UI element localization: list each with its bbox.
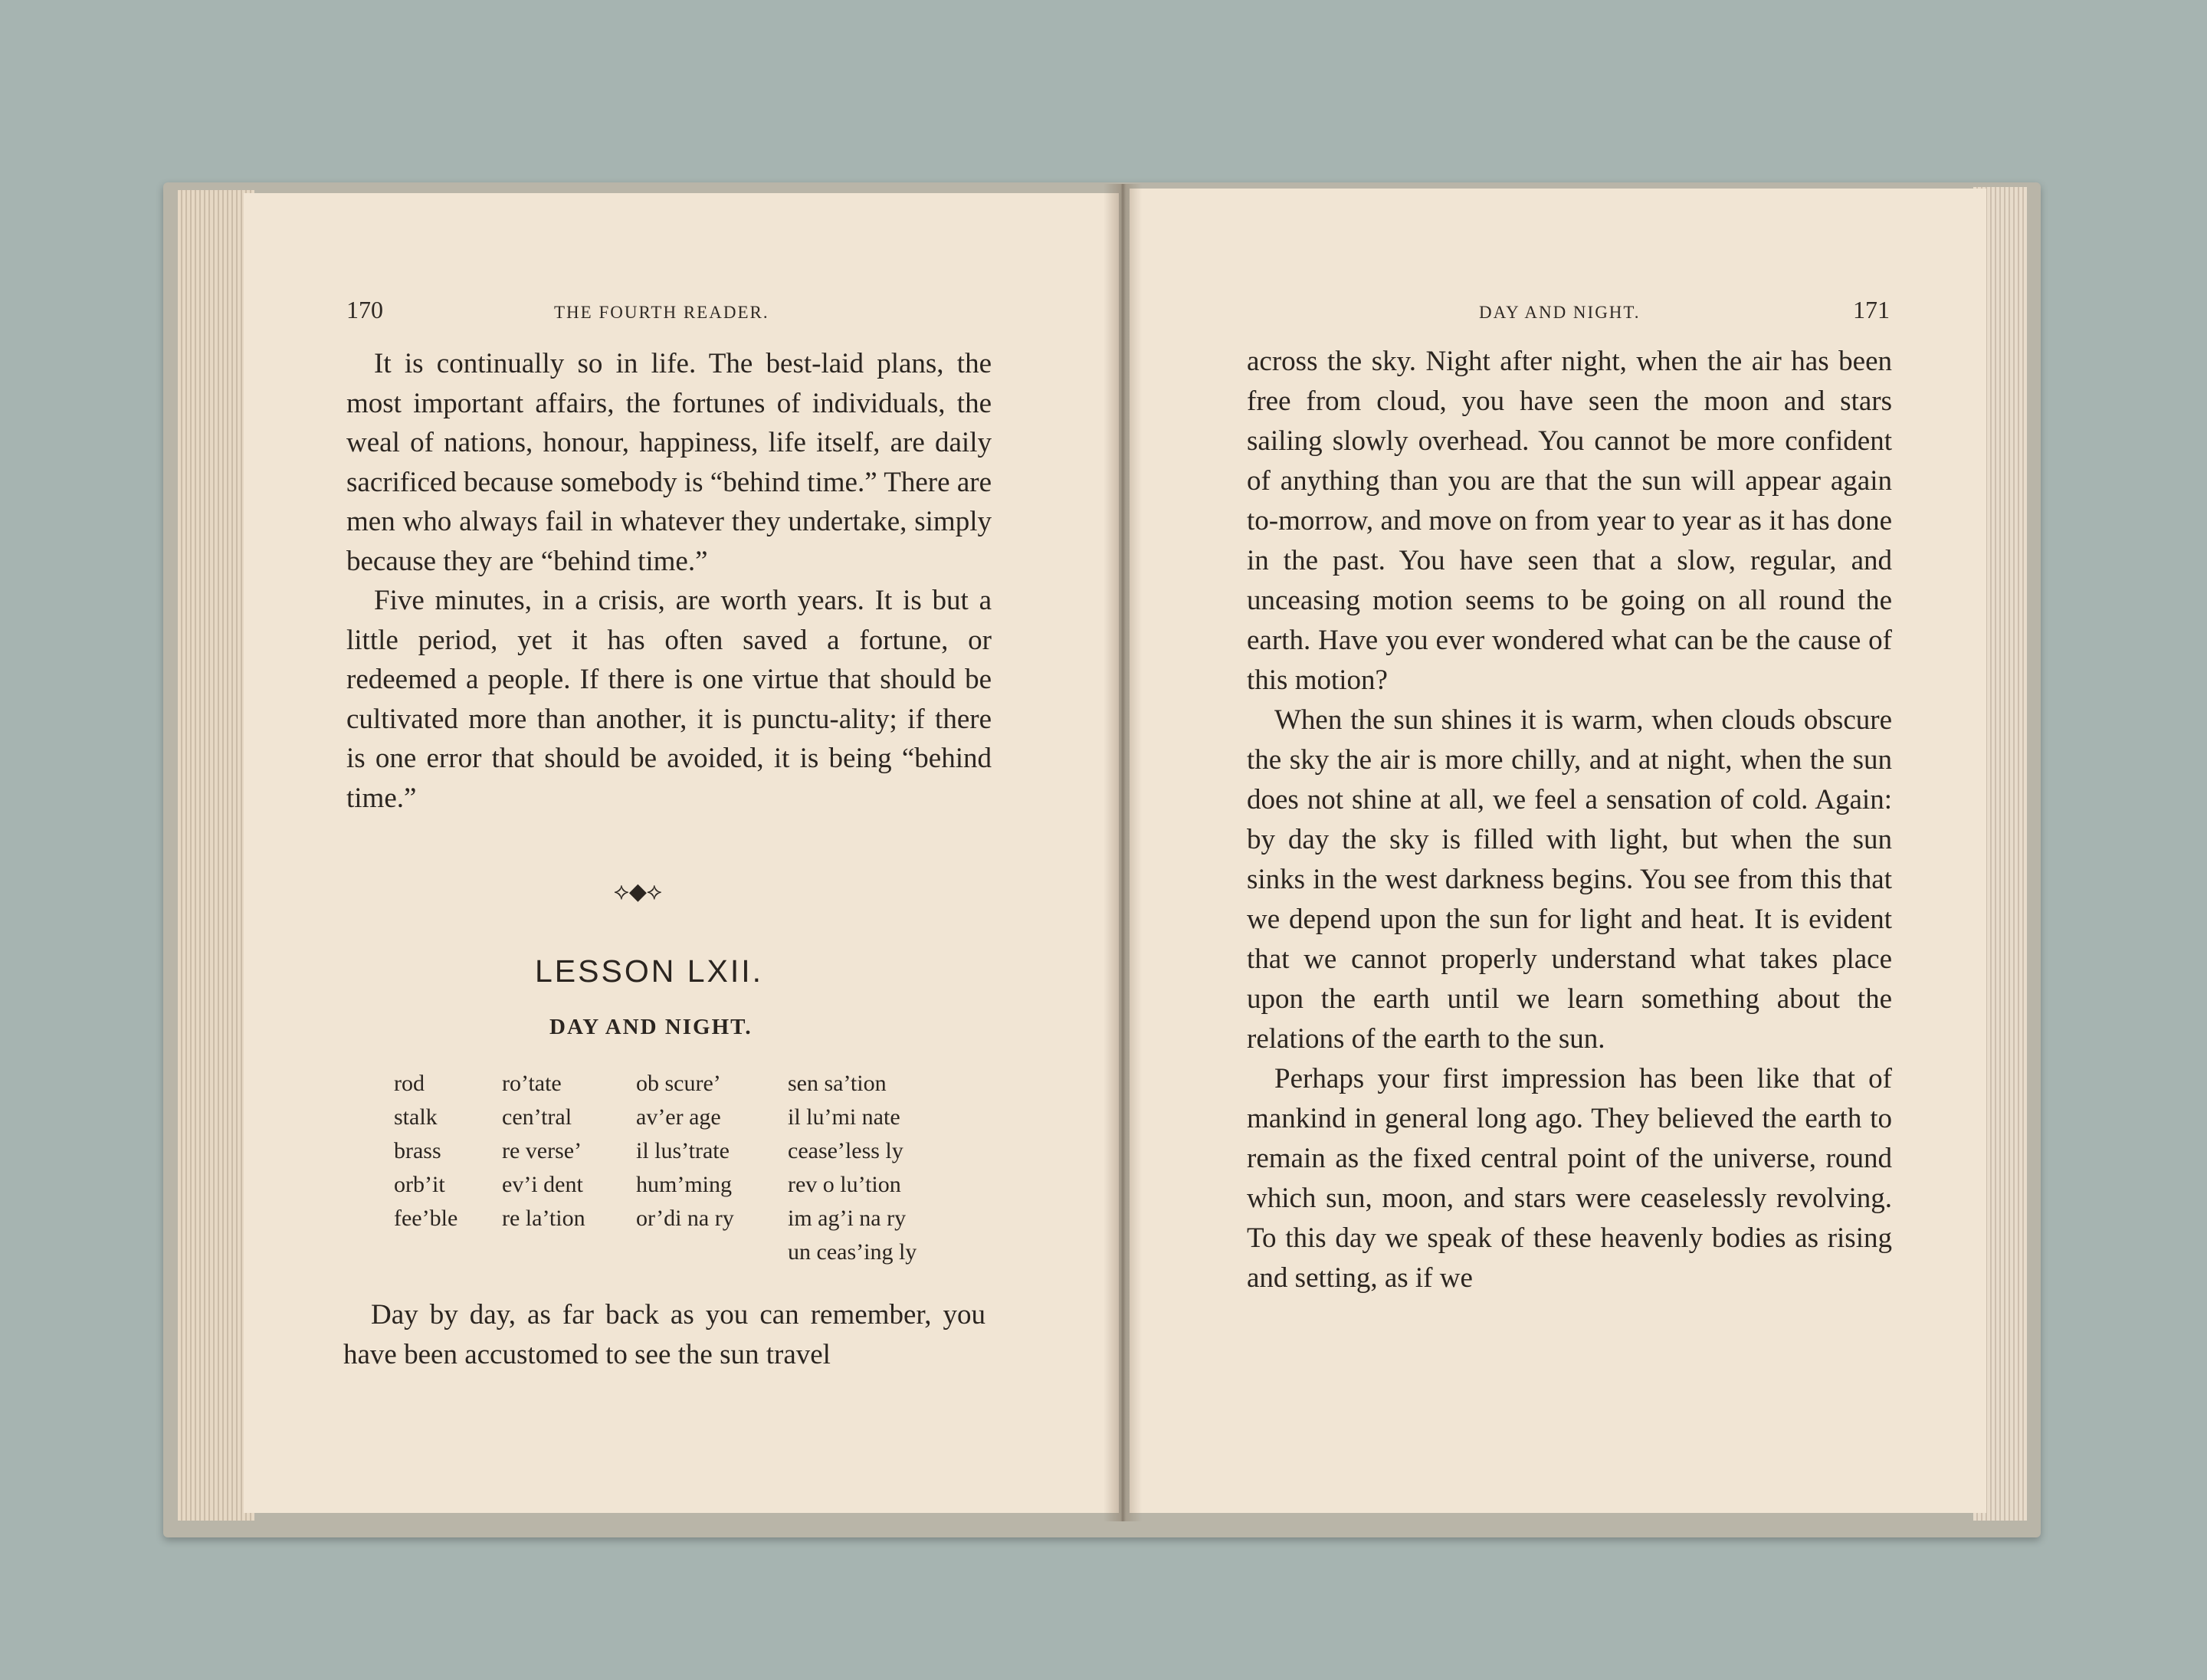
vocab-word: stalk [394, 1104, 438, 1130]
page-edges-left [178, 190, 254, 1521]
vocab-word: av’er age [636, 1104, 721, 1130]
lesson-subtitle: DAY AND NIGHT. [549, 1015, 753, 1039]
vocab-word: cease’less ly [788, 1138, 903, 1163]
vocab-word: orb’it [394, 1172, 445, 1197]
left-page-number: 170 [346, 296, 383, 323]
paragraph: Day by day, as far back as you can remember, you have been accustomed to see the sun travel [343, 1299, 985, 1370]
vocab-word: im ag’i na ry [788, 1206, 907, 1231]
vocab-word: hum’ming [636, 1172, 732, 1197]
vocab-column-2 [502, 1067, 585, 1235]
right-page-number: 171 [1853, 296, 1890, 323]
vocab-word: il lu’mi nate [788, 1104, 900, 1130]
ornament-divider: ⟡◆⟡ [614, 879, 662, 904]
vocab-column-4 [788, 1067, 917, 1269]
vocab-column-3 [636, 1067, 734, 1235]
vocab-word: un ceas’ing ly [788, 1239, 917, 1265]
vocab-word: ev’i dent [502, 1172, 583, 1197]
vocab-word: ob scure’ [636, 1071, 721, 1096]
vocab-word: or’di na ry [636, 1206, 734, 1231]
vocab-word: cen’tral [502, 1104, 572, 1130]
vocab-column-1 [394, 1067, 457, 1235]
vocab-word: fee’ble [394, 1206, 458, 1231]
paragraph: across the sky. Night after night, when the air has been free from cloud, you have seen the moon and stars sailing slowly overhead. You cannot be more confident of anything than you are that the sun will appear again to-morrow, and move on from year to year as it has done in the past. You have seen that a slow, regular, and unceasing motion seems to be going on all round the earth. Have you ever wondered what can be the cause of this motion? [1247, 346, 1892, 696]
left-running-head: THE FOURTH READER. [554, 303, 769, 322]
paragraph: Perhaps your first impression has been like that of mankind in general long ago. They believed the earth to remain as the fixed central point of the universe, round which sun, moon, and stars were ceaselessly revolving. To this day we speak of these heavenly bodies as rising and setting, as if we [1247, 1063, 1892, 1294]
right-running-head: DAY AND NIGHT. [1479, 303, 1641, 322]
book-gutter [1104, 184, 1142, 1521]
lesson-title: LESSON LXII. [535, 953, 764, 989]
paragraph: Five minutes, in a crisis, are worth years. It is but a little period, yet it has often saved a fortune, or redeemed a people. If there is one virtue that should be cultivated more than another, it is punctu-ality; if there is one error that should be avoided, it is being “behind time.” [346, 585, 992, 814]
left-body-text [346, 344, 992, 818]
paragraph: It is continually so in life. The best-laid plans, the most important affairs, the fortunes of individuals, the weal of nations, honour, happiness, life itself, are daily sacrificed because somebody is “behind time.” There are men who always fail in whatever they undertake, simply because they are “behind time.” [346, 348, 992, 577]
vocab-word: brass [394, 1138, 441, 1163]
paragraph: When the sun shines it is warm, when clouds obscure the sky the air is more chilly, and at night, when the sun does not shine at all, we feel a sensation of cold. Again: by day the sky is filled with light, but when the sun sinks in the west darkness begins. You see from this that we depend upon the sun for light and heat. It is evident that we cannot properly understand what takes place upon the earth until we learn something about the relations of the earth to the sun. [1247, 704, 1892, 1055]
right-body-text [1247, 342, 1892, 1298]
vocab-word: ro’tate [502, 1071, 562, 1096]
vocab-word: il lus’trate [636, 1138, 730, 1163]
left-closing-text [343, 1295, 985, 1374]
vocab-word: sen sa’tion [788, 1071, 887, 1096]
vocab-word: rod [394, 1071, 425, 1096]
vocab-word: rev o lu’tion [788, 1172, 901, 1197]
vocab-word: re la’tion [502, 1206, 585, 1231]
vocab-word: re verse’ [502, 1138, 582, 1163]
